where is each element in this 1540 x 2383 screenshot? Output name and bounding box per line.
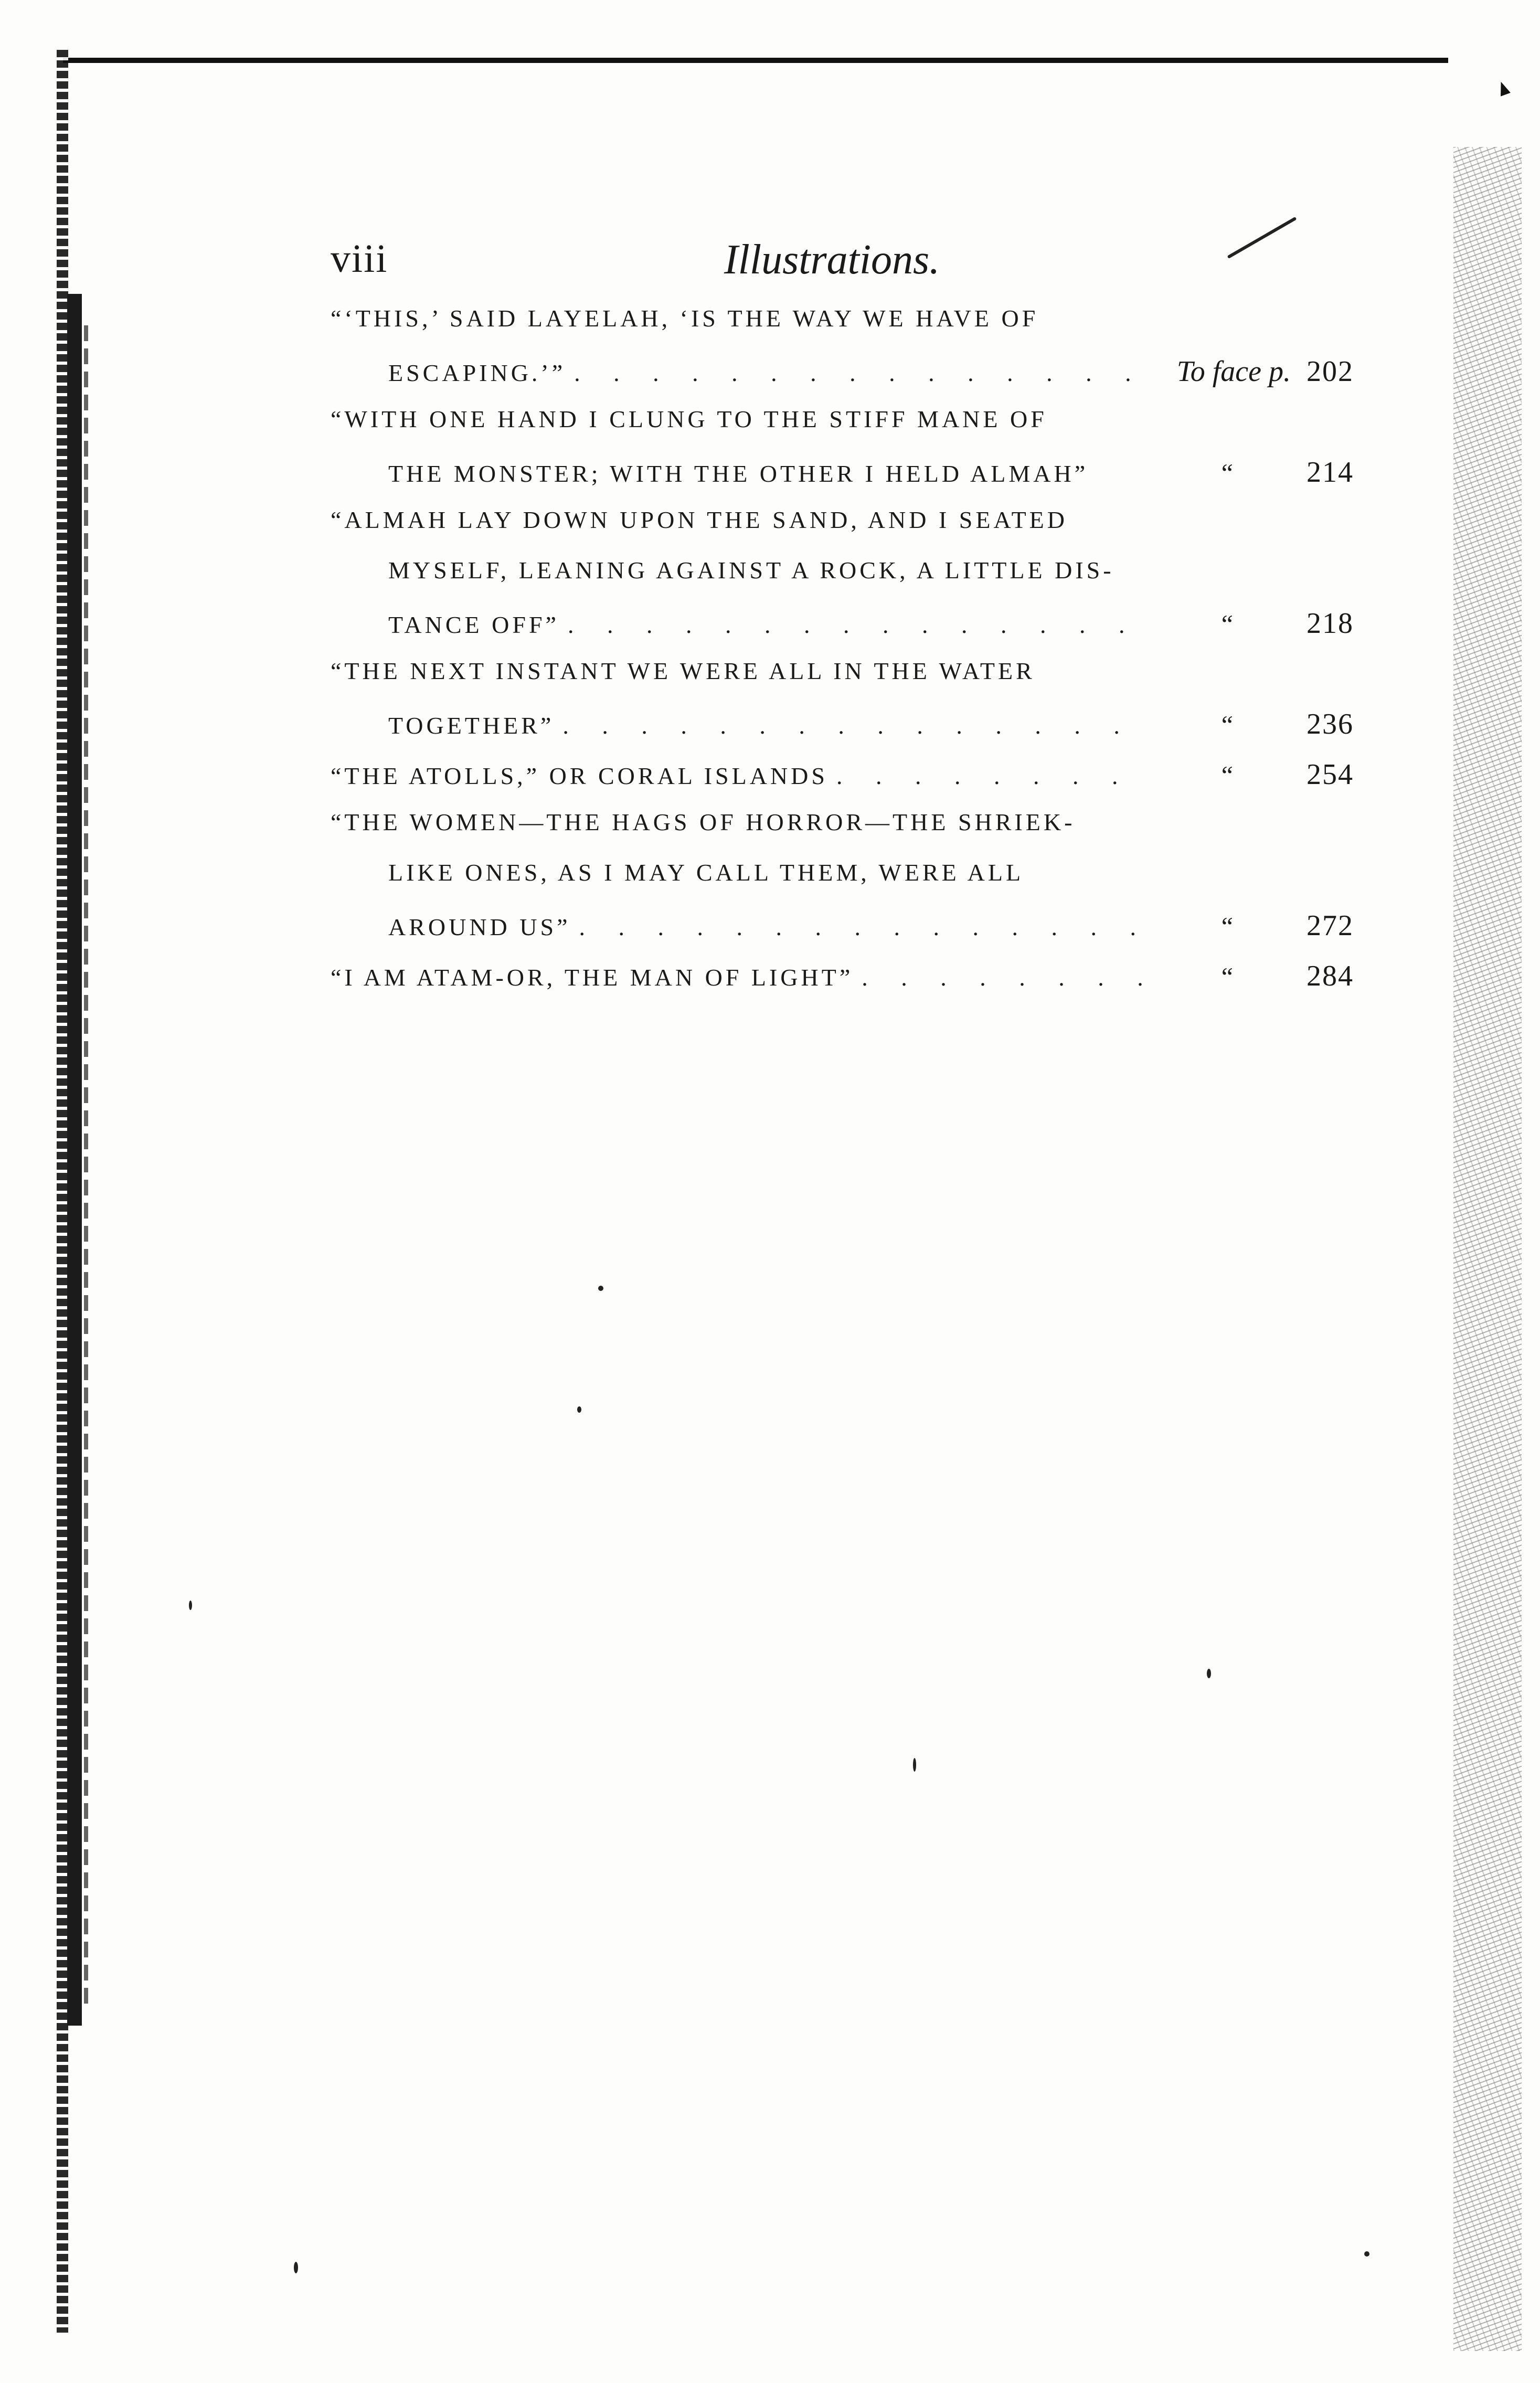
ditto-mark: “: [1221, 710, 1233, 739]
binding-shadow: [57, 50, 68, 2333]
page-reference: 272: [1307, 909, 1354, 942]
entry-caption-line: “‘THIS,’ SAID LAYELAH, ‘IS THE WAY WE HAVE OF: [331, 305, 1039, 332]
entry-caption-line: “WITH ONE HAND I CLUNG TO THE STIFF MANE OF: [331, 406, 1047, 432]
entry-caption-line: AROUND US”: [388, 914, 571, 940]
scan-speck: [598, 1286, 603, 1291]
page-reference: 284: [1307, 960, 1354, 992]
dot-leader: [862, 963, 1149, 991]
list-item: [331, 758, 1354, 808]
entry-caption-line: TOGETHER”: [388, 712, 555, 739]
page-reference: 254: [1307, 758, 1354, 791]
dot-leader: [836, 762, 1149, 790]
corner-mark: [1496, 80, 1511, 96]
ditto-mark: “: [1221, 458, 1233, 488]
binding-stitch-marks: [84, 325, 88, 2005]
entry-caption-line: MYSELF, LEANING AGAINST A ROCK, A LITTLE DIS-: [388, 557, 1114, 584]
entry-caption-line: “THE NEXT INSTANT WE WERE ALL IN THE WATER: [331, 658, 1035, 684]
illustrations-list: [331, 304, 1354, 1010]
page-reference: 218: [1307, 607, 1354, 640]
entry-caption-line: “THE ATOLLS,” OR CORAL ISLANDS: [331, 762, 828, 789]
entry-caption-line: “ALMAH LAY DOWN UPON THE SAND, AND I SEATED: [331, 506, 1068, 533]
top-page-edge: [63, 58, 1448, 63]
ditto-mark: “: [1221, 760, 1233, 790]
entry-caption-line: ESCAPING.’”: [388, 359, 566, 386]
entry-caption-line: TANCE OFF”: [388, 611, 559, 638]
list-item: [331, 657, 1354, 758]
ditto-mark: “: [1221, 962, 1233, 991]
ditto-mark: “: [1221, 609, 1233, 639]
dot-leader: [562, 712, 1149, 739]
page-reference: 214: [1307, 456, 1354, 489]
binding-gutter: [67, 294, 82, 2026]
scan-speck: [577, 1406, 581, 1413]
dot-leader: [568, 611, 1149, 639]
page-header: [331, 226, 1354, 289]
ditto-mark: “: [1221, 912, 1233, 941]
dot-leader: [579, 913, 1150, 941]
entry-caption-line: “I AM ATAM-OR, THE MAN OF LIGHT”: [331, 964, 854, 991]
scan-speck: [1364, 2251, 1369, 2257]
running-title: Illustrations.: [724, 237, 940, 283]
pencil-tick-mark: [1227, 217, 1297, 259]
entry-caption-line: LIKE ONES, AS I MAY CALL THEM, WERE ALL: [388, 859, 1024, 886]
scan-speck: [1207, 1669, 1211, 1678]
to-face-page-label: To face p.: [1176, 355, 1291, 388]
scan-speck: [189, 1601, 192, 1610]
page-number-folio: viii: [331, 237, 388, 281]
page-reference: 236: [1307, 708, 1354, 740]
list-item: [331, 304, 1354, 405]
list-item: [331, 959, 1354, 1010]
right-page-edge-noise: [1453, 147, 1522, 2351]
entry-caption-line: THE MONSTER; WITH THE OTHER I HELD ALMAH”: [388, 460, 1089, 487]
list-item: [331, 405, 1354, 506]
scan-speck: [913, 1758, 916, 1772]
page-reference: 202: [1307, 355, 1354, 388]
entry-caption-line: “THE WOMEN—THE HAGS OF HORROR—THE SHRIEK-: [331, 809, 1076, 835]
list-item: [331, 506, 1354, 657]
list-item: [331, 808, 1354, 959]
dot-leader: [574, 359, 1149, 387]
scan-speck: [294, 2262, 298, 2273]
